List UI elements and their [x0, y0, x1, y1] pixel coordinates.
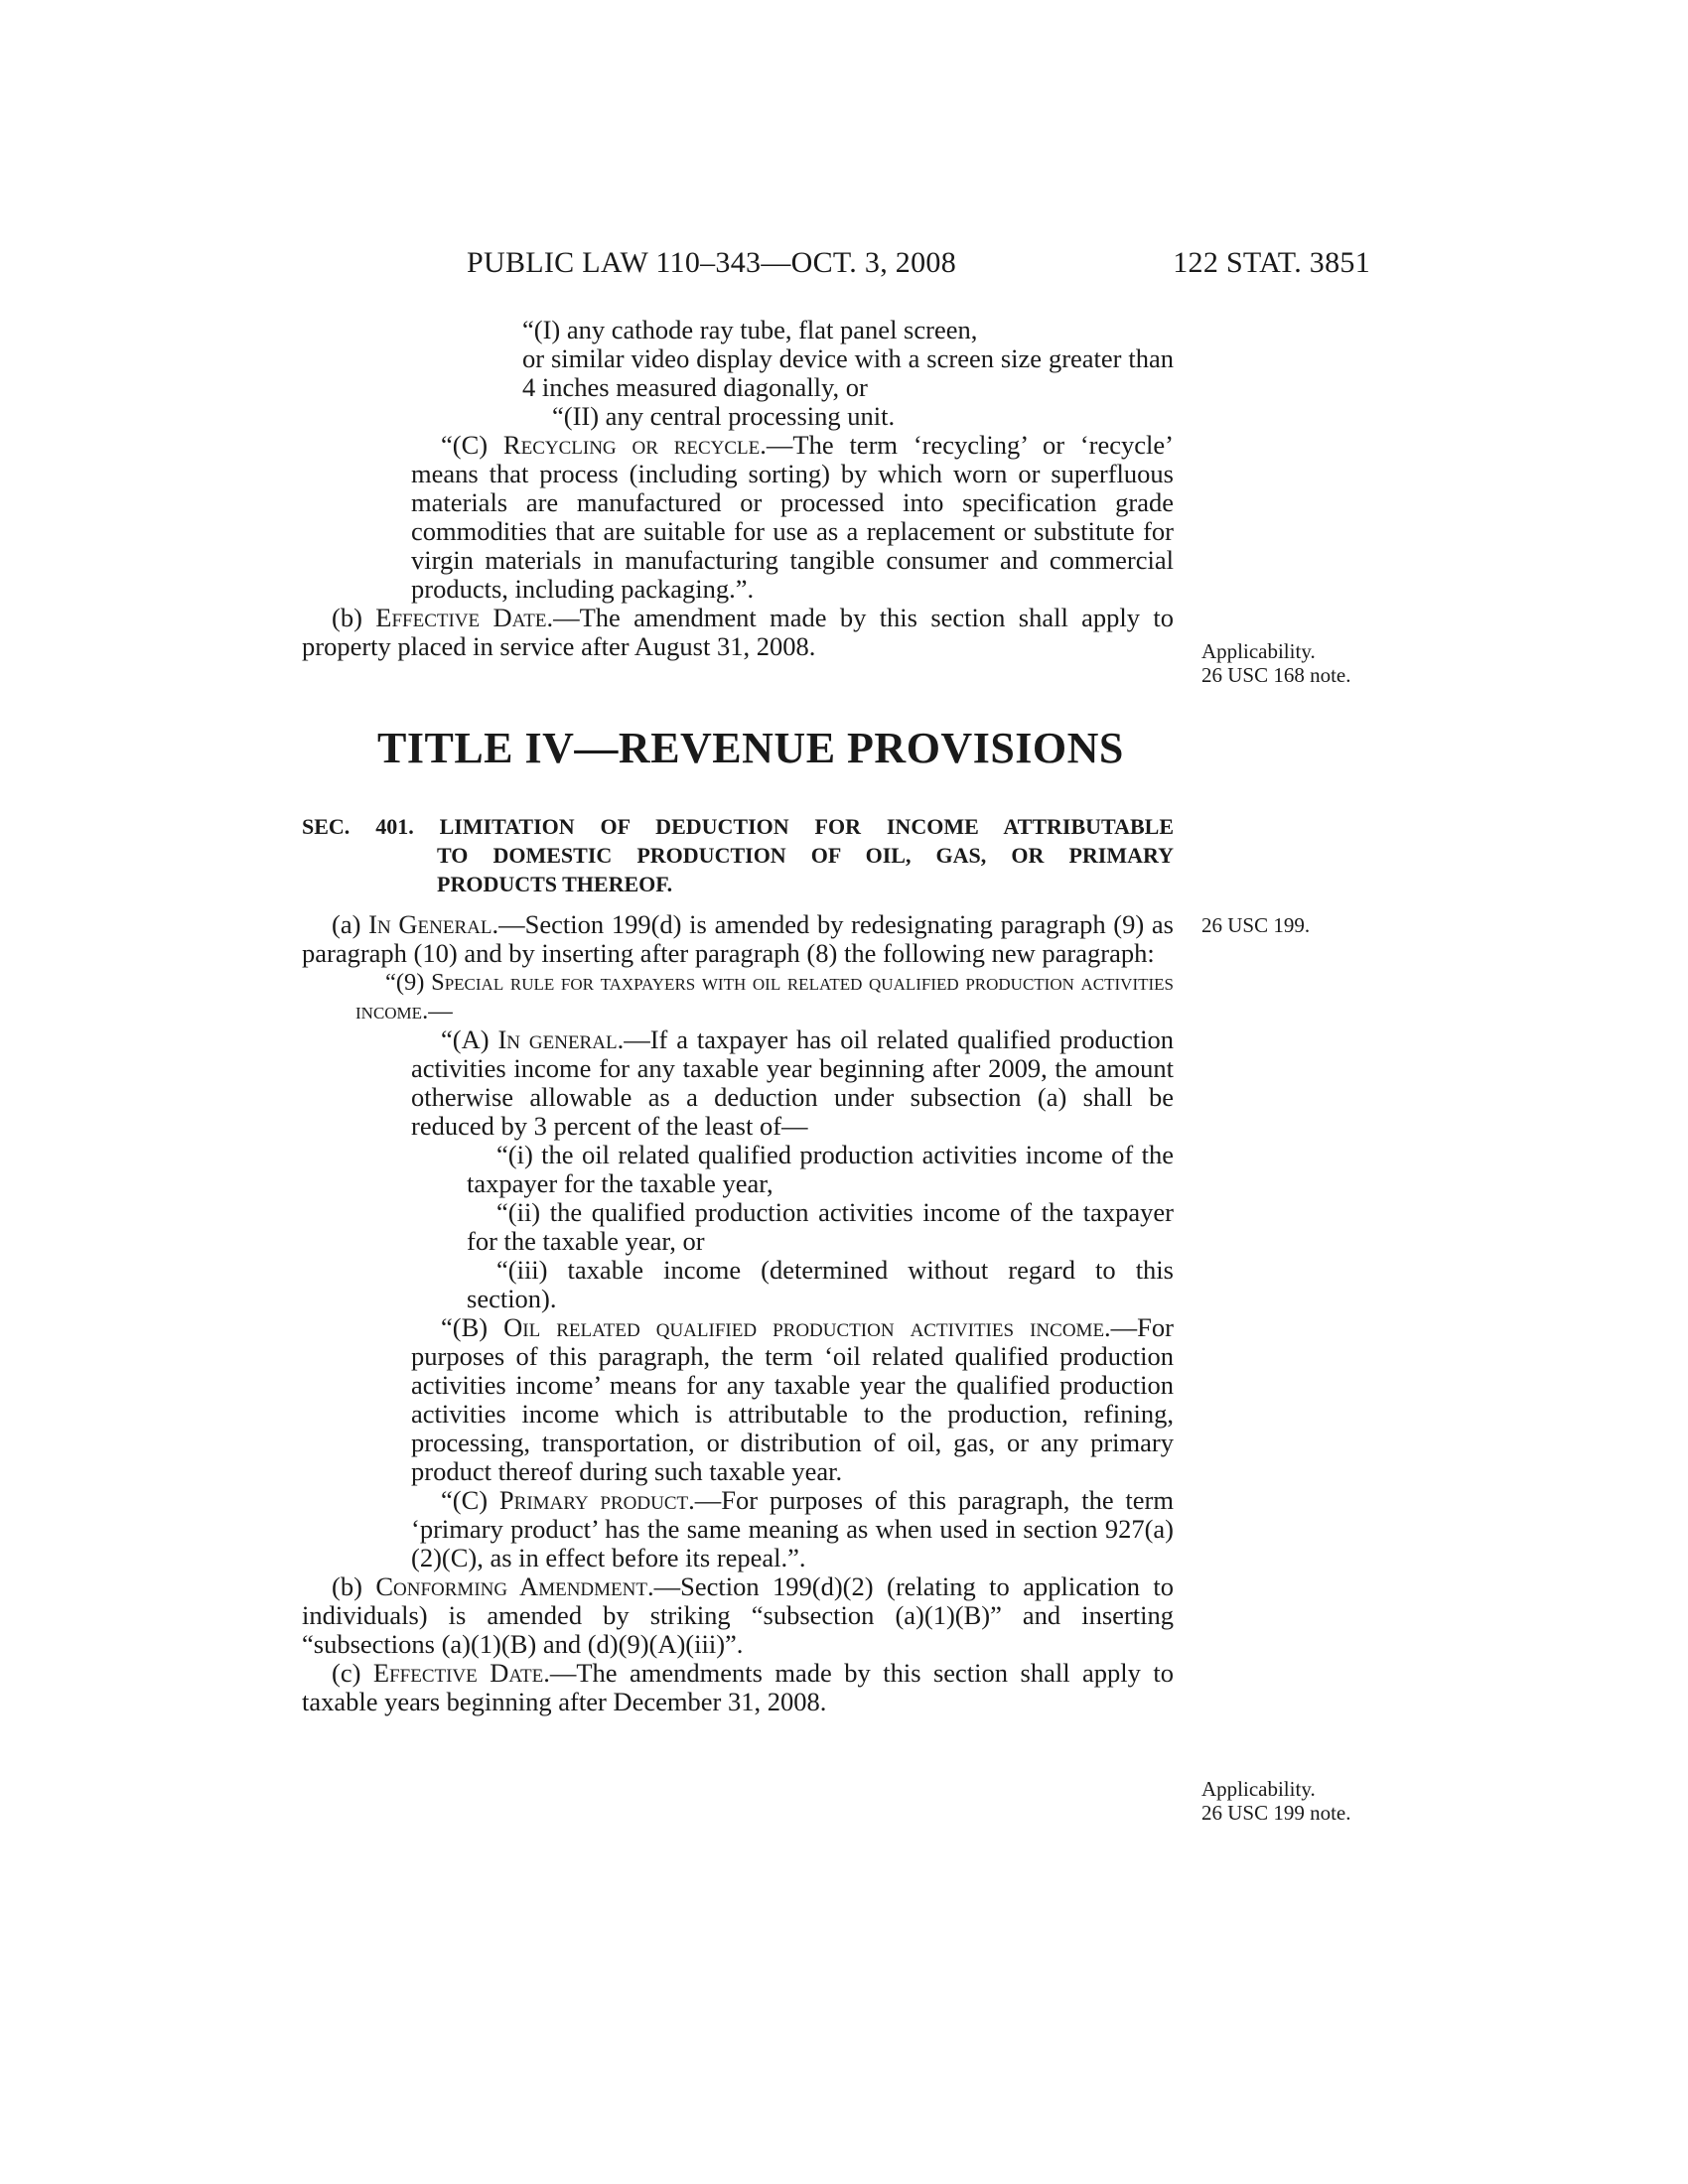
clause-iii: “(iii) taxable income (determined without regard to this section).	[467, 1255, 1174, 1313]
continuation-block	[302, 316, 1174, 661]
clause-II: “(II) any central processing unit.	[552, 401, 896, 431]
paragraph-9-heading: “(9) Special rule for taxpayers with oil related qualified production activities income.—	[355, 969, 1175, 1024]
clause-I-line1: “(I) any cathode ray tube, flat panel screen,	[522, 315, 978, 344]
title-heading: TITLE IV—REVENUE PROVISIONS	[377, 724, 1124, 772]
subparagraph-c-recycling: “(C) Recycling or recycle.—The term ‘recycling’ or ‘recycle’ means that process (including sorting) by which worn or superfluous materials are manufactured or processed into specification grade commodities that are suitable for use as a replacement or substitute for virgin materials in manufacturing tangible consumer and commercial products, including packaging.”.	[411, 430, 1174, 604]
subparagraph-B-oil-related: “(B) Oil related qualified production activities income.—For purposes of this paragraph, the term ‘oil related qualified production activities income’ means for any taxable year the qualified production activities income which is attributable to the production, refining, processing, transportation, or distribution of oil, gas, or any primary product thereof during such taxable year.	[411, 1312, 1174, 1486]
margin-note-26-usc-199: 26 USC 199.	[1201, 913, 1311, 937]
subparagraph-A-in-general: “(A) In general.—If a taxpayer has oil related qualified production activities income for any taxable year beginning after 2009, the amount otherwise allowable as a deduction under subsection (a) shall be reduced by 3 percent of the least of—	[411, 1024, 1174, 1141]
subsection-b-effective-date: (b) Effective Date.—The amendment made by this section shall apply to property placed in service after August 31, 2008.	[302, 603, 1174, 661]
margin-note-applicability-199: Applicability. 26 USC 199 note.	[1201, 1777, 1351, 1825]
clause-ii: “(ii) the qualified production activities income of the taxpayer for the taxable year, or	[467, 1197, 1174, 1256]
running-head-right: 122 STAT. 3851	[1173, 246, 1370, 279]
running-head-left: PUBLIC LAW 110–343—OCT. 3, 2008	[467, 246, 957, 279]
page-header	[467, 246, 1370, 286]
section-401-heading: SEC. 401. LIMITATION OF DEDUCTION FOR INCOME ATTRIBUTABLE TO DOMESTIC PRODUCTION OF OIL, GAS, OR PRIMARY PRODUCTS THEREOF.	[302, 814, 1174, 896]
subparagraph-C-primary-product: “(C) Primary product.—For purposes of this paragraph, the term ‘primary product’ has the same meaning as when used in section 927(a)(2)(C), as in effect before its repeal.”.	[411, 1485, 1174, 1572]
section-401-body	[302, 910, 1174, 1716]
subsection-c-effective-date: (c) Effective Date.—The amendments made by this section shall apply to taxable years beginning after December 31, 2008.	[302, 1658, 1174, 1716]
subsection-b-conforming-amendment: (b) Conforming Amendment.—Section 199(d)(2) (relating to application to individuals) is amended by striking “subsection (a)(1)(B)” and inserting “subsections (a)(1)(B) and (d)(9)(A)(iii)”.	[302, 1571, 1175, 1659]
clause-i: “(i) the oil related qualified production activities income of the taxpayer for the taxable year,	[467, 1140, 1174, 1198]
margin-note-applicability-168: Applicability. 26 USC 168 note.	[1201, 639, 1351, 687]
clause-I-rest: or similar video display device with a screen size greater than 4 inches measured diagonally, or	[522, 343, 1174, 402]
subsection-a-in-general: (a) In General.—Section 199(d) is amended by redesignating paragraph (9) as paragraph (10) and by inserting after paragraph (8) the following new paragraph:	[302, 909, 1174, 968]
